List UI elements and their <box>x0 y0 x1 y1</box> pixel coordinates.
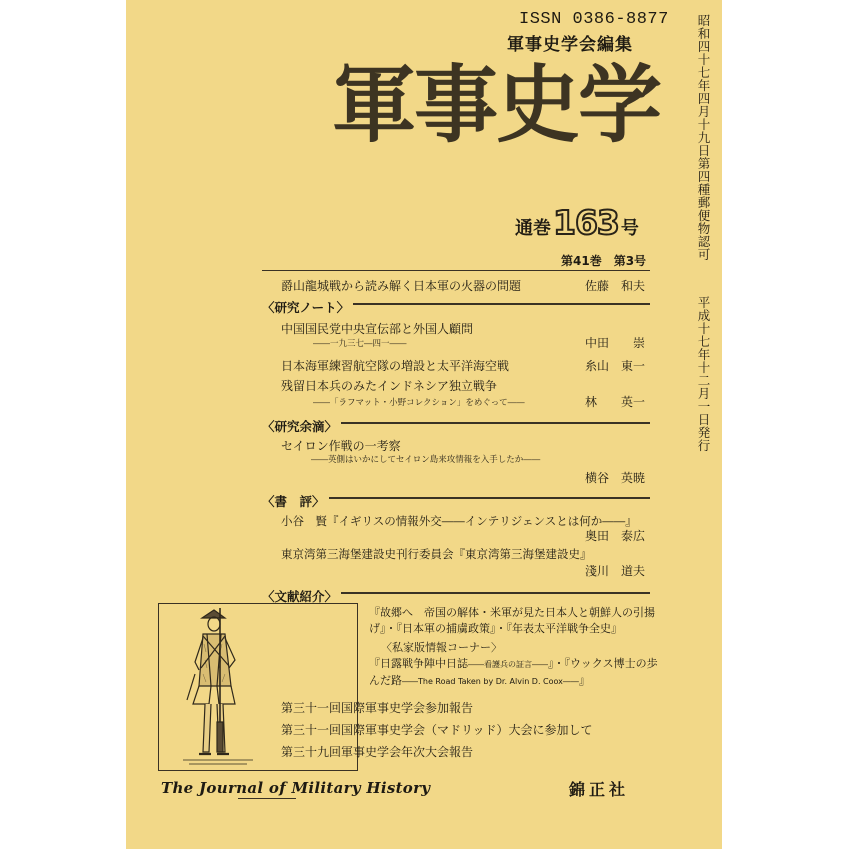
section-heading: 〈書 評〉 <box>262 492 329 510</box>
review-title: 東京湾第三海堡建設史刊行委員会『東京湾第三海堡建設史』 <box>281 547 592 561</box>
journal-title: 軍事史学 <box>332 55 661 154</box>
review-author: 奥田 泰広 <box>585 529 646 543</box>
article-author: 林 英一 <box>585 395 646 409</box>
literature-subtitle: ――看護兵の証言―― <box>468 660 548 669</box>
literature-text: 『日露戦争陣中日誌 <box>369 657 468 670</box>
section-heading: 〈文献紹介〉 <box>262 587 341 605</box>
article-author: 横谷 英暁 <box>585 471 646 485</box>
volume-prefix: 通巻 <box>515 218 551 239</box>
literature-line: 『故郷へ 帝国の解体・米軍が見た日本人と朝鮮人の引揚 <box>369 606 655 619</box>
article-title: 中国国民党中央宣伝部と外国人顧問 <box>281 322 474 336</box>
article-subtitle: ――英側はいかにしてセイロン島来攻情報を入手したか―― <box>311 455 541 465</box>
report-item: 第三十一回国際軍事史学会（マドリッド）大会に参加して <box>281 723 593 737</box>
literature-line: げ』・『日本軍の捕虜政策』・『年表太平洋戦争全史』 <box>369 622 622 635</box>
editor: 軍事史学会編集 <box>507 35 633 55</box>
volume-number <box>515 205 639 241</box>
article-title: セイロン作戦の一考察 <box>281 439 401 453</box>
private-edition-corner: 〈私家版情報コーナー〉 <box>381 641 502 654</box>
volume-suffix: 号 <box>620 218 639 239</box>
report-item: 第三十一回国際軍事史学会参加報告 <box>281 701 474 715</box>
section-heading: 〈研究ノート〉 <box>262 298 353 316</box>
volume-digits: 163 <box>553 203 619 242</box>
publication-date-text: 平成十七年十二月一日発行 <box>696 296 711 452</box>
title-underline <box>238 798 296 799</box>
review-title: 小谷 賢『イギリスの情報外交――インテリジェンスとは何か――』 <box>281 514 637 528</box>
literature-text: 』 <box>578 674 590 687</box>
section-heading: 〈研究余滴〉 <box>262 417 341 435</box>
postal-permit-text: 昭和四十七年四月十九日第四種郵便物認可 <box>696 14 711 261</box>
literature-text: 』・『ウックス博士の歩 <box>548 657 658 670</box>
article-subtitle: ――「ラフマット・小野コレクション」をめぐって―― <box>313 398 525 408</box>
publisher-name: 錦正社 <box>569 780 630 799</box>
review-author: 淺川 道夫 <box>585 564 646 578</box>
article-subtitle: ――一九三七―四一―― <box>313 339 407 349</box>
toc-top-rule <box>262 270 650 271</box>
article-title: 残留日本兵のみたインドネシア独立戦争 <box>281 379 497 393</box>
literature-subtitle: ――The Road Taken by Dr. Alvin D. Coox―― <box>402 677 579 686</box>
report-item: 第三十九回軍事史学会年次大会報告 <box>281 745 474 759</box>
issue-label: 第41巻 第3号 <box>561 254 647 268</box>
issn: ISSN 0386-8877 <box>519 10 669 29</box>
lead-article-title: 爵山龍城戦から読み解く日本軍の火器の問題 <box>281 279 522 293</box>
literature-text: んだ路 <box>369 674 402 687</box>
article-title: 日本海軍練習航空隊の増設と太平洋海空戦 <box>281 359 510 373</box>
article-author: 中田 崇 <box>585 336 646 350</box>
lead-article-author: 佐藤 和夫 <box>585 279 646 293</box>
journal-english-title: The Journal of Military History <box>161 779 431 797</box>
literature-line <box>369 655 658 671</box>
article-author: 糸山 東一 <box>585 359 646 373</box>
literature-line <box>369 672 590 688</box>
